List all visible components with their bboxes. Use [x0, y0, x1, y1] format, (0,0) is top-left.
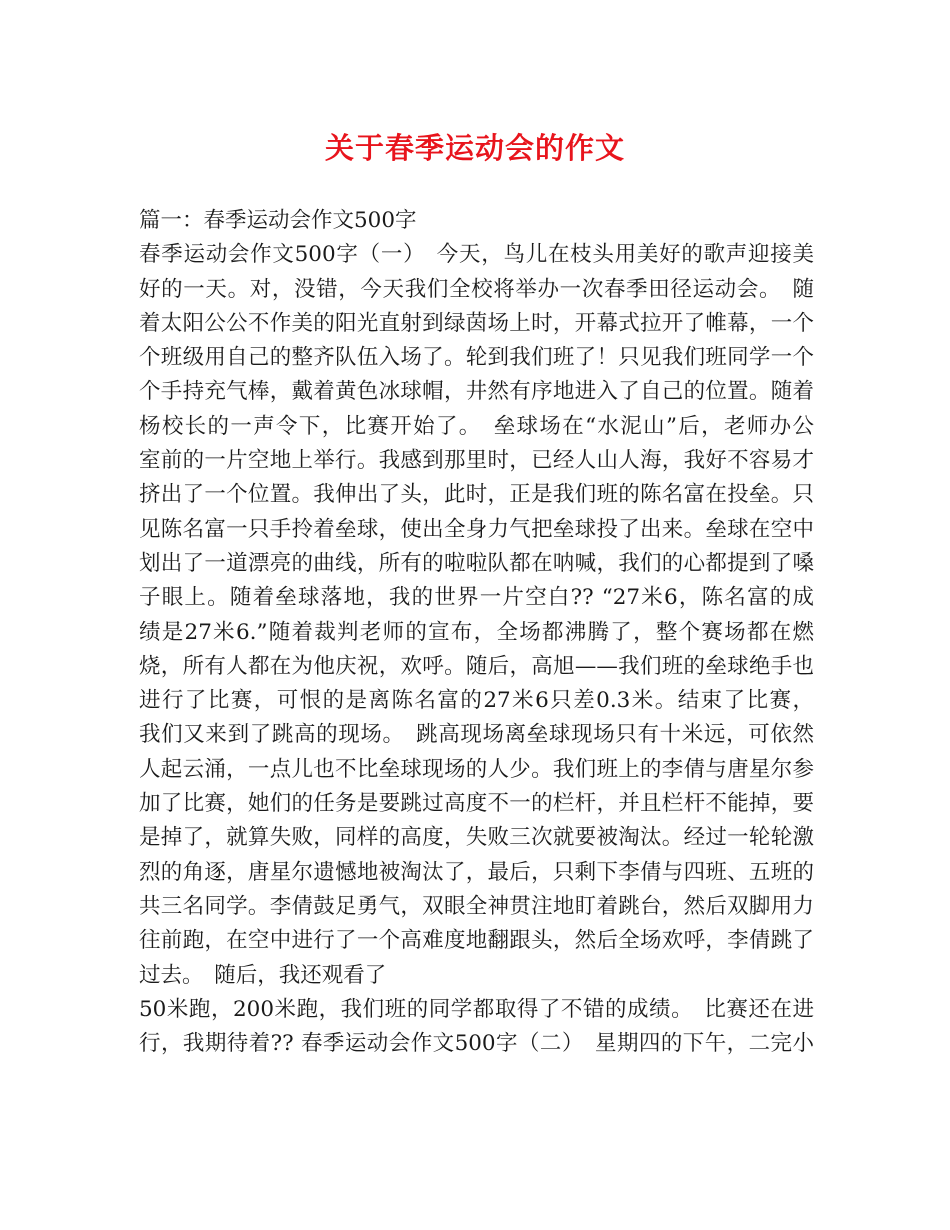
body-line: 人起云涌，一点儿也不比垒球现场的人少。我们班上的李倩与唐星尔参: [139, 756, 814, 782]
body-line: 加了比赛，她们的任务是要跳过高度不一的栏杆，并且栏杆不能掉，要: [139, 791, 814, 817]
body-line: 个班级用自己的整齐队伍入场了。轮到我们班了！只见我们班同学一个: [139, 345, 814, 371]
body-line: 挤出了一个位置。我伸出了头，此时，正是我们班的陈名富在投垒。只: [139, 482, 814, 508]
body-line: 我们又来到了跳高的现场。 跳高现场离垒球现场只有十米远，可依然: [139, 722, 814, 748]
body-line: 是掉了，就算失败，同样的高度，失败三次就要被淘汰。经过一轮轮激: [139, 825, 814, 851]
body-line: 着太阳公公不作美的阳光直射到绿茵场上时，开幕式拉开了帷幕，一个: [139, 310, 814, 336]
body-line: 划出了一道漂亮的曲线，所有的啦啦队都在呐喊，我们的心都提到了嗓: [139, 550, 814, 576]
document-body: [139, 204, 814, 1061]
body-line: 见陈名富一只手拎着垒球，使出全身力气把垒球投了出来。垒球在空中: [139, 516, 814, 542]
body-line: 子眼上。随着垒球落地，我的世界一片空白?? “27米6，陈名富的成: [139, 585, 814, 611]
document-title: 关于春季运动会的作文: [324, 131, 625, 165]
body-line: 好的一天。对，没错，今天我们全校将举办一次春季田径运动会。 随: [139, 276, 814, 302]
section-heading: 篇一：春季运动会作文500字: [139, 208, 417, 233]
body-line: 过去。 随后，我还观看了: [139, 962, 387, 988]
body-line: 50米跑，200米跑，我们班的同学都取得了不错的成绩。 比赛还在进: [139, 996, 814, 1022]
body-line: 进行了比赛，可恨的是离陈名富的27米6只差0.3米。结束了比赛，: [139, 688, 814, 714]
body-line: 室前的一片空地上举行。我感到那里时，已经人山人海，我好不容易才: [139, 448, 814, 474]
body-line: 绩是27米6.”随着裁判老师的宣布，全场都沸腾了，整个赛场都在燃: [139, 619, 814, 645]
body-line: 春季运动会作文500字（一） 今天，鸟儿在枝头用美好的歌声迎接美: [139, 242, 814, 268]
body-line: 个手持充气棒，戴着黄色冰球帽，井然有序地进入了自己的位置。随着: [139, 379, 814, 405]
body-line: 行，我期待着?? 春季运动会作文500字（二） 星期四的下午，二完小: [139, 1031, 814, 1057]
body-line: 杨校长的一声令下，比赛开始了。 垒球场在“水泥山”后，老师办公: [139, 413, 814, 439]
body-line: 共三名同学。李倩鼓足勇气，双眼全神贯注地盯着跳台，然后双脚用力: [139, 893, 814, 919]
body-line: 烈的角逐，唐星尔遗憾地被淘汰了，最后，只剩下李倩与四班、五班的: [139, 859, 814, 885]
body-line: 往前跑，在空中进行了一个高难度地翻跟头，然后全场欢呼，李倩跳了: [139, 928, 814, 954]
body-line: 烧，所有人都在为他庆祝，欢呼。随后，高旭——我们班的垒球绝手也: [139, 653, 814, 679]
